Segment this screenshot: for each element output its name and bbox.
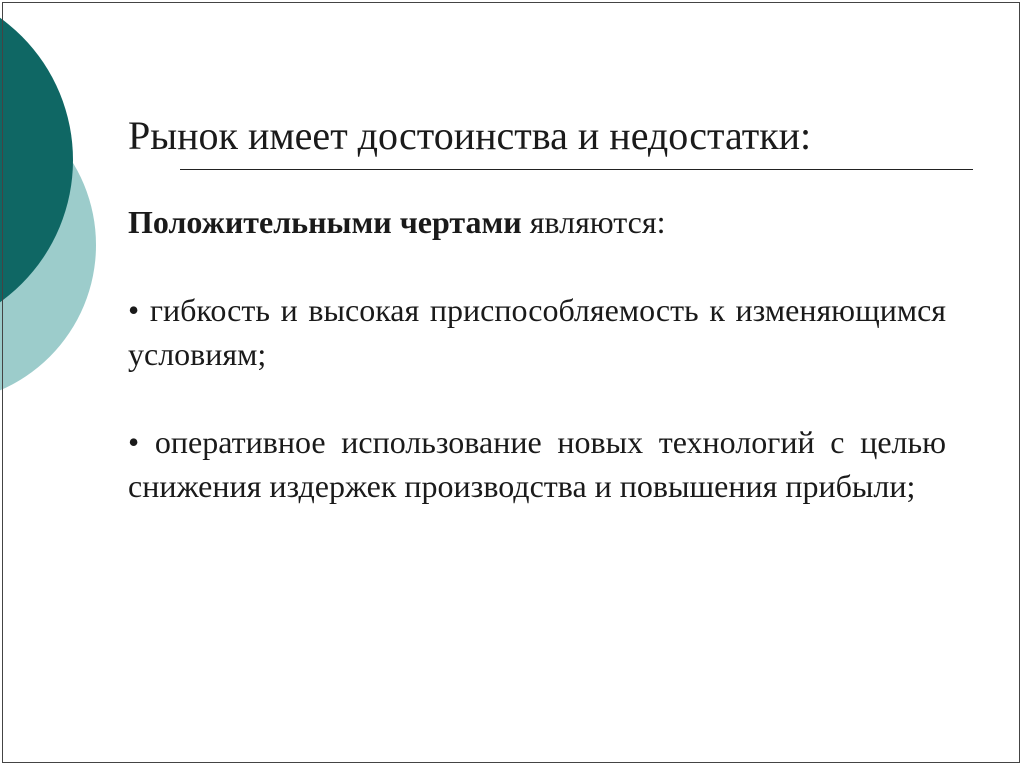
slide-body bbox=[128, 200, 946, 552]
intro-line bbox=[128, 200, 946, 244]
decorative-circles bbox=[0, 0, 120, 420]
slide-title: Рынок имеет достоинства и недостатки: bbox=[128, 113, 812, 158]
bullet-item-flexibility: • гибкость и высокая приспособляемость к изменяющимся условиям; bbox=[128, 292, 946, 372]
title-underline bbox=[180, 169, 973, 170]
intro-rest-text: являются: bbox=[521, 204, 666, 240]
bullet-item-technologies: • оперативное использование новых технологий с целью снижения издержек производства и повышения прибыли; bbox=[128, 424, 946, 504]
intro-bold-text: Положительными чертами bbox=[128, 204, 522, 240]
